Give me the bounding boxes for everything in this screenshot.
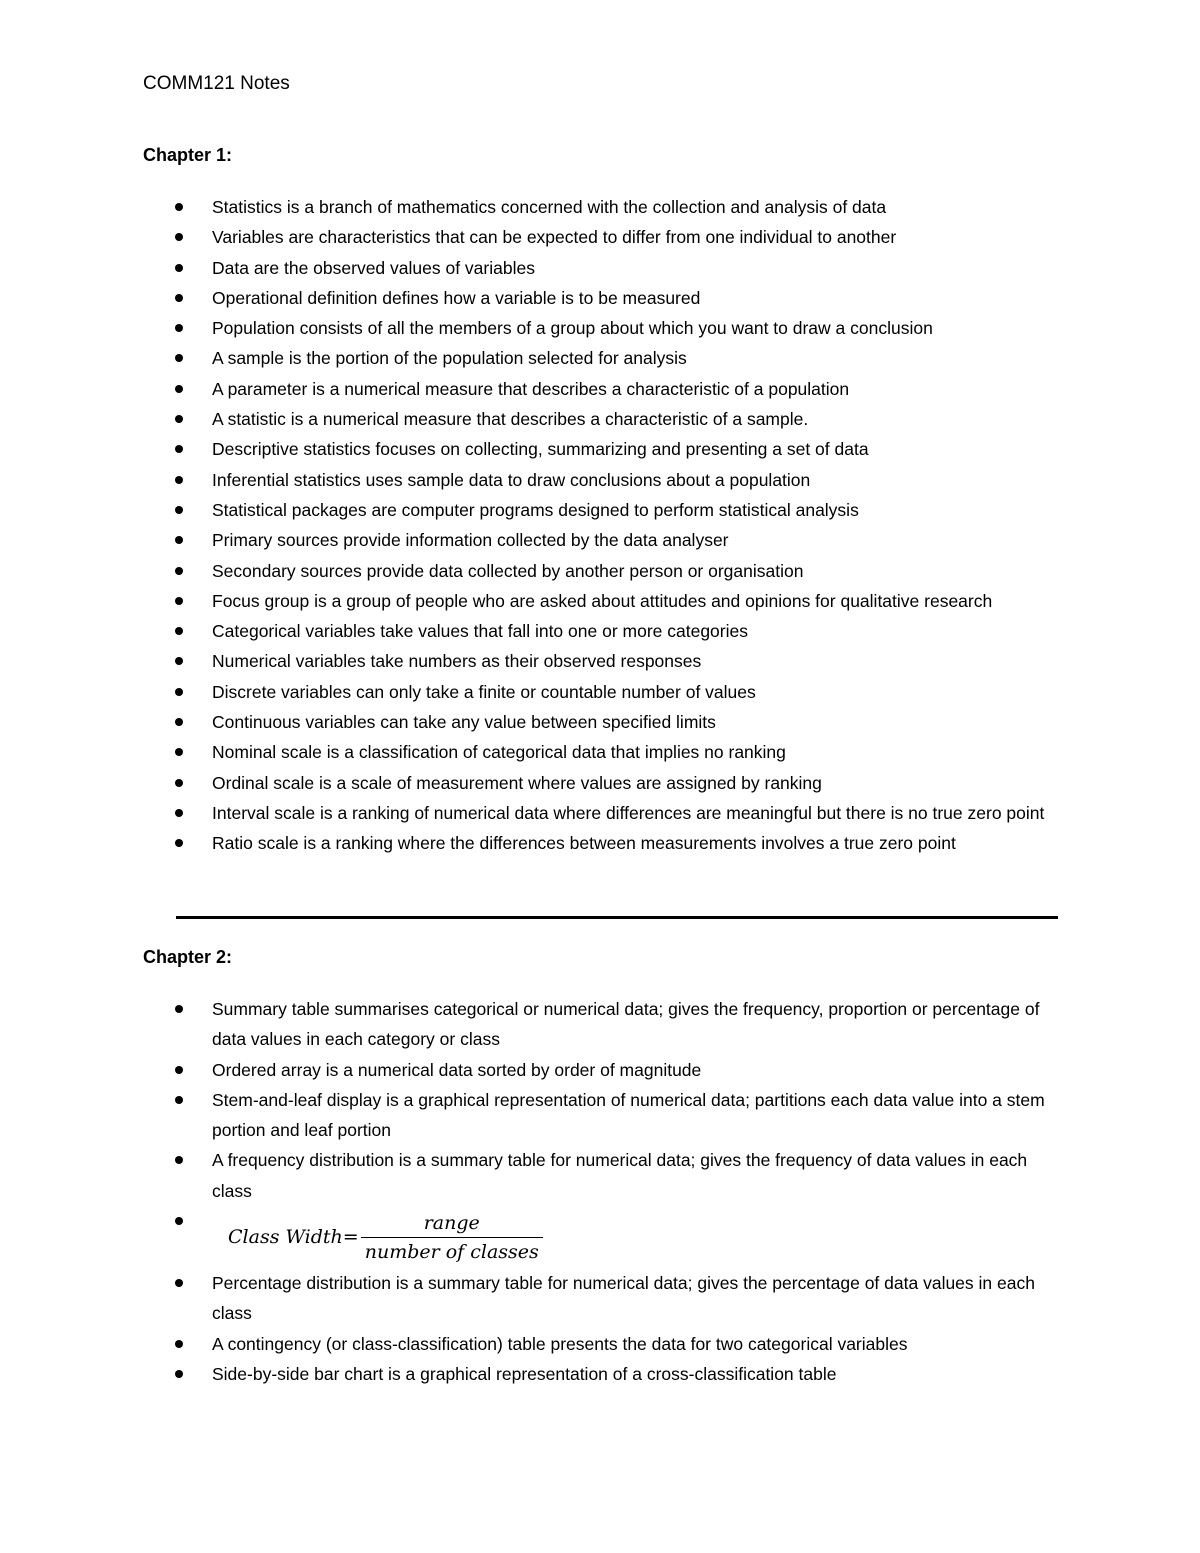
bullet-icon bbox=[175, 445, 183, 453]
list-item: Nominal scale is a classification of categorical data that implies no ranking bbox=[0, 737, 1062, 767]
list-item: Ratio scale is a ranking where the differences between measurements involves a true zero point bbox=[0, 828, 1062, 858]
list-item: Ordered array is a numerical data sorted by order of magnitude bbox=[0, 1055, 1062, 1085]
bullet-icon bbox=[175, 324, 183, 332]
bullet-icon bbox=[175, 506, 183, 514]
list-item: A frequency distribution is a summary table for numerical data; gives the frequency of data values in each class bbox=[0, 1145, 1062, 1206]
formula-fraction bbox=[361, 1211, 543, 1264]
bullet-icon bbox=[175, 1156, 183, 1164]
list-item: Categorical variables take values that fall into one or more categories bbox=[0, 616, 1062, 646]
chapter-1-heading: Chapter 1: bbox=[143, 145, 233, 165]
list-item: Secondary sources provide data collected by another person or organisation bbox=[0, 556, 1062, 586]
list-item: Statistical packages are computer programs designed to perform statistical analysis bbox=[0, 495, 1062, 525]
list-item: A statistic is a numerical measure that describes a characteristic of a sample. bbox=[0, 404, 1062, 434]
bullet-icon bbox=[175, 1066, 183, 1074]
formula-numerator: range bbox=[423, 1211, 480, 1234]
formula-lhs: Class Width bbox=[228, 1225, 343, 1248]
bullet-icon bbox=[175, 567, 183, 575]
bullet-icon bbox=[175, 1005, 183, 1013]
bullet-icon bbox=[175, 294, 183, 302]
list-item: Descriptive statistics focuses on collecting, summarizing and presenting a set of data bbox=[0, 434, 1062, 464]
list-item: Operational definition defines how a variable is to be measured bbox=[0, 283, 1062, 313]
bullet-icon bbox=[175, 476, 183, 484]
class-width-formula bbox=[228, 1206, 543, 1268]
bullet-icon bbox=[175, 688, 183, 696]
formula-equals: = bbox=[342, 1225, 359, 1248]
list-item: Stem-and-leaf display is a graphical representation of numerical data; partitions each data value into a stem portion and leaf portion bbox=[0, 1085, 1062, 1146]
list-item: Ordinal scale is a scale of measurement where values are assigned by ranking bbox=[0, 768, 1062, 798]
document-header: COMM121 Notes bbox=[143, 73, 290, 94]
chapter-1-list bbox=[0, 192, 1062, 859]
list-item: Percentage distribution is a summary table for numerical data; gives the percentage of data values in each class bbox=[0, 1268, 1062, 1329]
formula-item bbox=[0, 1206, 1062, 1268]
list-item: A sample is the portion of the population selected for analysis bbox=[0, 343, 1062, 373]
chapter-2-heading: Chapter 2: bbox=[143, 947, 233, 967]
bullet-icon bbox=[175, 839, 183, 847]
list-item: Continuous variables can take any value between specified limits bbox=[0, 707, 1062, 737]
bullet-icon bbox=[175, 718, 183, 726]
bullet-icon bbox=[175, 779, 183, 787]
bullet-icon bbox=[175, 1279, 183, 1287]
bullet-icon bbox=[175, 203, 183, 211]
bullet-icon bbox=[175, 809, 183, 817]
bullet-icon bbox=[175, 657, 183, 665]
bullet-icon bbox=[175, 1096, 183, 1104]
list-item: A parameter is a numerical measure that describes a characteristic of a population bbox=[0, 374, 1062, 404]
list-item: Data are the observed values of variables bbox=[0, 253, 1062, 283]
bullet-icon bbox=[175, 536, 183, 544]
section-divider bbox=[176, 916, 1058, 919]
bullet-icon bbox=[175, 627, 183, 635]
bullet-icon bbox=[175, 1217, 183, 1225]
bullet-icon bbox=[175, 385, 183, 393]
bullet-icon bbox=[175, 233, 183, 241]
list-item: Focus group is a group of people who are asked about attitudes and opinions for qualitative research bbox=[0, 586, 1062, 616]
bullet-icon bbox=[175, 1340, 183, 1348]
bullet-icon bbox=[175, 415, 183, 423]
formula-denominator: number of classes bbox=[361, 1237, 543, 1264]
list-item: Side-by-side bar chart is a graphical representation of a cross-classification table bbox=[0, 1359, 1062, 1389]
list-item: Discrete variables can only take a finite or countable number of values bbox=[0, 677, 1062, 707]
list-item: Population consists of all the members of a group about which you want to draw a conclusion bbox=[0, 313, 1062, 343]
list-item: Inferential statistics uses sample data to draw conclusions about a population bbox=[0, 465, 1062, 495]
list-item: Numerical variables take numbers as their observed responses bbox=[0, 646, 1062, 676]
list-item: Summary table summarises categorical or numerical data; gives the frequency, proportion or percentage of data values in each category or class bbox=[0, 994, 1062, 1055]
bullet-icon bbox=[175, 1370, 183, 1378]
bullet-icon bbox=[175, 264, 183, 272]
list-item: A contingency (or class-classification) table presents the data for two categorical variables bbox=[0, 1329, 1062, 1359]
bullet-icon bbox=[175, 354, 183, 362]
list-item: Primary sources provide information collected by the data analyser bbox=[0, 525, 1062, 555]
bullet-icon bbox=[175, 748, 183, 756]
list-item: Statistics is a branch of mathematics concerned with the collection and analysis of data bbox=[0, 192, 1062, 222]
bullet-icon bbox=[175, 597, 183, 605]
list-item: Variables are characteristics that can be expected to differ from one individual to another bbox=[0, 222, 1062, 252]
list-item: Interval scale is a ranking of numerical data where differences are meaningful but there is no true zero point bbox=[0, 798, 1062, 828]
chapter-2-list bbox=[0, 994, 1062, 1389]
